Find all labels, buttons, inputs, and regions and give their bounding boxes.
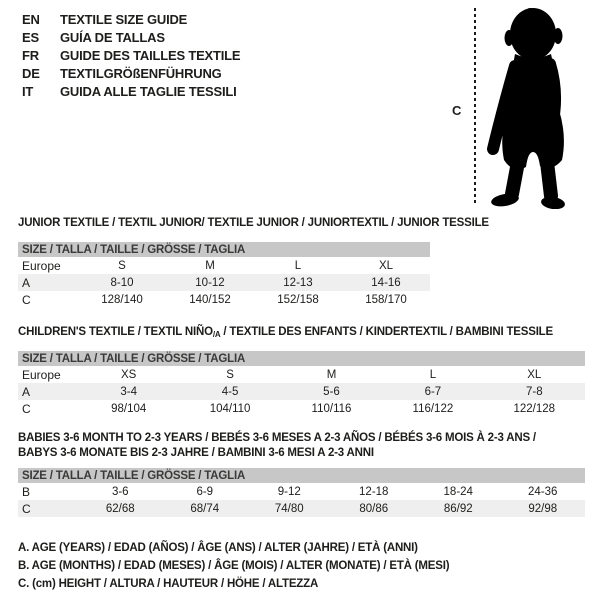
language-row-it (22, 82, 240, 100)
table-cell: S (226, 368, 234, 381)
language-label: GUIDE DES TAILLES TEXTILE (60, 47, 241, 63)
table-cell: 62/68 (105, 502, 135, 515)
table-cell: 158/170 (365, 293, 407, 306)
section-babies-textile (18, 431, 585, 517)
section-title-subscript: /A (212, 330, 221, 339)
table-row (18, 274, 430, 291)
table-cell: 6-7 (424, 385, 442, 398)
row-label: Europe (22, 367, 61, 382)
table-cell: 128/140 (101, 293, 143, 306)
section-title-line2: BABYS 3-6 MONATE BIS 2-3 JAHRE / BAMBINI 3-6 MESI A 2-3 ANNI (18, 447, 374, 459)
language-label: TEXTILE SIZE GUIDE (60, 11, 188, 27)
table-cell: 14-16 (371, 276, 401, 289)
height-measure-dotted-line (474, 8, 476, 206)
table-cell: 74/80 (274, 502, 304, 515)
section-title-part: CHILDREN'S TEXTILE / TEXTIL NIÑO (18, 326, 213, 338)
table-cell: 68/74 (190, 502, 220, 515)
section-title-line1: BABIES 3-6 MONTH TO 2-3 YEARS / BEBÉS 3-6 MESES A 2-3 AÑOS / BÉBÉS 3-6 MOIS À 2-3 ANS / (18, 432, 536, 444)
language-code: ES (22, 29, 39, 45)
table-cell: M (205, 259, 215, 272)
row-label: Europe (22, 258, 61, 273)
table-cell: 10-12 (195, 276, 225, 289)
section-title (18, 431, 585, 461)
height-measure-label: C (452, 103, 462, 118)
section-title: JUNIOR TEXTILE / TEXTIL JUNIOR/ TEXTILE JUNIOR / JUNIORTEXTIL / JUNIOR TESSILE (18, 217, 489, 229)
table-cell: 4-5 (221, 385, 239, 398)
table-row (18, 400, 585, 417)
table-cell: 140/152 (189, 293, 231, 306)
row-label: C (22, 292, 31, 307)
table-cell: 116/122 (412, 402, 454, 415)
table-row (18, 483, 585, 500)
table-cell: 110/116 (311, 402, 352, 415)
table-cell: 104/110 (209, 402, 251, 415)
table-cell: 3-6 (111, 485, 129, 498)
size-guide-content (18, 216, 585, 593)
language-row-en (22, 10, 240, 28)
row-label: C (22, 401, 31, 416)
table-cell: 122/128 (513, 402, 556, 415)
language-label: GUIDA ALLE TAGLIE TESSILI (60, 83, 237, 99)
table-cell: XL (378, 259, 394, 272)
table-size-header: SIZE / TALLA / TAILLE / GRÖSSE / TAGLIA (18, 242, 430, 257)
table-cell: 152/158 (277, 293, 319, 306)
table-cell: M (326, 368, 337, 381)
table-cell: 24-36 (528, 485, 558, 498)
table-cell: 12-18 (359, 485, 389, 498)
table-cell: 18-24 (443, 485, 473, 498)
language-code: DE (22, 65, 40, 81)
table-cell: 3-4 (120, 385, 137, 398)
baby-silhouette-icon (482, 4, 582, 209)
row-label: A (22, 275, 31, 290)
table-size-header: SIZE / TALLA / TAILLE / GRÖSSE / TAGLIA (18, 351, 585, 366)
junior-size-table (18, 242, 430, 308)
table-cell: L (294, 259, 302, 272)
footnote-legend (18, 539, 585, 593)
row-label: A (22, 384, 31, 399)
language-row-de (22, 64, 240, 82)
row-label: B (22, 484, 31, 499)
section-title-part: / TEXTILE DES ENFANTS / KINDERTEXTIL / BAMBINI TESSILE (220, 326, 553, 338)
table-cell: XL (527, 368, 542, 381)
table-cell: 8-10 (110, 276, 134, 289)
table-cell: 92/98 (528, 502, 558, 515)
table-row (18, 291, 430, 308)
table-row (18, 500, 585, 517)
table-cell: 5-6 (323, 385, 340, 398)
table-cell: 86/92 (443, 502, 473, 515)
table-cell: 98/104 (111, 402, 147, 415)
language-code: FR (22, 47, 39, 63)
table-cell: S (118, 259, 126, 272)
table-row (18, 257, 430, 274)
footnote-b: B. AGE (MONTHS) / EDAD (MESES) / ÂGE (MOIS) / ALTER (MONATE) / ETÀ (MESI) (18, 560, 450, 572)
footnote-a: A. AGE (YEARS) / EDAD (AÑOS) / ÂGE (ANS) / ALTER (JAHRE) / ETÀ (ANNI) (18, 542, 418, 554)
table-size-header: SIZE / TALLA / TAILLE / GRÖSSE / TAGLIA (18, 468, 585, 483)
table-cell: XS (121, 368, 137, 381)
table-cell: 80/86 (359, 502, 389, 515)
table-cell: 6-9 (196, 485, 214, 498)
section-childrens-textile (18, 325, 585, 417)
section-junior-textile (18, 216, 585, 308)
babies-size-table (18, 468, 585, 517)
table-cell: 9-12 (277, 485, 301, 498)
row-label: C (22, 501, 31, 516)
section-title (18, 325, 585, 342)
language-code: IT (22, 83, 34, 99)
language-label: GUÍA DE TALLAS (60, 29, 165, 45)
table-cell: 12-13 (283, 276, 313, 289)
language-row-fr (22, 46, 240, 64)
table-row (18, 366, 585, 383)
table-cell: L (429, 368, 437, 381)
language-legend (22, 10, 240, 100)
table-cell: 7-8 (525, 385, 543, 398)
language-row-es (22, 28, 240, 46)
childrens-size-table (18, 351, 585, 417)
language-code: EN (22, 11, 40, 27)
language-label: TEXTILGRÖßENFÜHRUNG (60, 65, 222, 81)
table-row (18, 383, 585, 400)
footnote-c: C. (cm) HEIGHT / ALTURA / HAUTEUR / HÖHE / ALTEZZA (18, 578, 319, 590)
